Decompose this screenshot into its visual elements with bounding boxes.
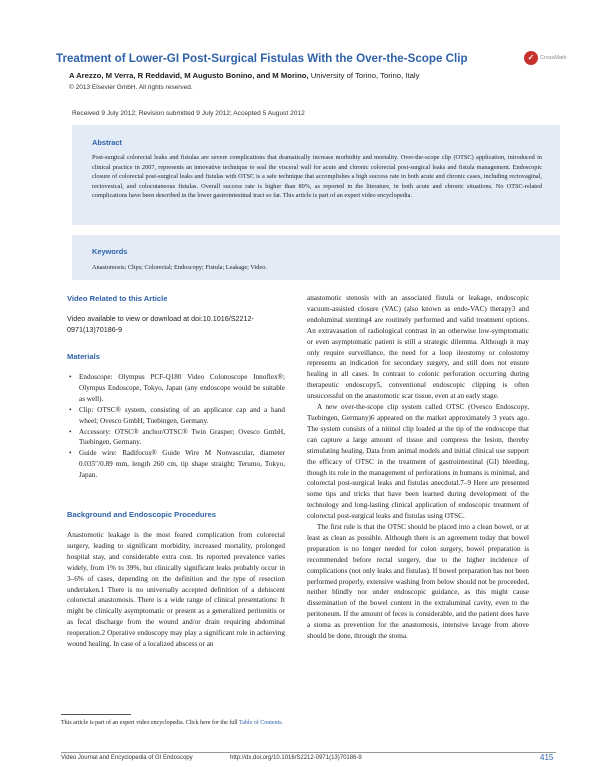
materials-heading: Materials [67, 352, 100, 361]
author-line [69, 71, 559, 80]
list-item: • Clip: OTSC® system, consisting of an applicator cap and a hand wheel; Ovesco GmbH, Tuebingen, Germany. [67, 405, 285, 427]
paragraph: The first rule is that the OTSC should be placed into a clean bowel, or at least as clean as possible. Although there is an agreement today that bowel preparation is no longer needed for colon surgery, bowel preparation is recommended before rectal surgery, due to the higher incidence of complications (not only leaks and fistulas). If bowel preparation has not been performed properly, extensive washing from below should not be proceeded, neither blindly nor under endoscopic guidance, as this might cause dissemination of the bowel content in the extraluminal cavity, even to the peritoneum. If the amount of feces is considerable, and the patient does have a stoma as prevention for the anastomosis, intensive lavage from above should be done, through the stoma. [307, 523, 529, 641]
crossmark-icon: ✓ [524, 51, 538, 65]
list-item: • Guide wire: Radifocus® Guide Wire M Nonvascular, diameter 0.035″/0.89 mm, length 260 cm, tip shape straight; Terumo, Tokyo, Japan. [67, 448, 285, 481]
paragraph: anastomotic stenosis with an associated fistula or leakage, endoscopic vacuum-assisted closure (VAC) (also known as endo-VAC) therapy3 and endoluminal stenting4 are routinely performed and valid treatment options. An extravasation of radiological contrast in an otherwise low-symptomatic or even asymptomatic patient is still a strategic dilemma. Although it may only require surveillance, the need for a loop ileostomy or colostomy represents an indication for secondary surgery, and still does not ensure healing in all cases. In contrast to colonic perforation occurring during therapeutic endoscopy5, conventional endoscopic clipping is often unsuccessful on the anastomotic scar tissue, even at an early stage. [307, 294, 529, 401]
footnote-rule [61, 714, 131, 715]
keywords-text: Anastomosis; Clips; Colorectal; Endoscopy; Fistula; Leakage; Video. [92, 264, 267, 271]
abstract-text: Post-surgical colorectal leaks and fistulas are severe complications that dramatically increase morbidity and mortality. Over-the-scope clip (OTSC) application, introduced in clinical practice in 2007, represents an innovative technique to seal the visceral wall for acute and chronic colorectal post-surgical leaks and fistula management. Endoscopic closure of colorectal post-surgical leaks and fistulas with OTSC is a safe technique that accomplishes a high success rate in both acute and chronic cases, including rectovaginal, rectovesical, and colocutaneous fistulas. Overall success rate is higher than 80%, as reported in the literature, in both acute and chronic situations. No OTSC-related complications have been described in the lower gastrointestinal tract so far. This article is part of an expert video encyclopedia. [92, 154, 542, 200]
crossmark-label: CrossMark [540, 55, 567, 61]
background-left-text [67, 530, 285, 650]
keywords-heading: Keywords [92, 247, 128, 256]
author-names: A Arezzo, M Verra, R Reddavid, M Augusto Bonino, and M Morino, [69, 71, 309, 80]
footnote [61, 719, 286, 728]
abstract-box [72, 125, 560, 225]
right-column [307, 293, 529, 642]
video-heading: Video Related to this Article [67, 294, 168, 303]
page-number: 415 [540, 753, 554, 762]
materials-list-wrap [67, 372, 285, 481]
received-dates: Received 9 July 2012; Revision submitted 9 July 2012; Accepted 5 August 2012 [72, 110, 305, 117]
list-item: • Accessory: OTSC® anchor/OTSC® Twin Grasper; Ovesco GmbH, Tuebingen, Germany. [67, 427, 285, 449]
paragraph: A new over-the-scope clip system called OTSC (Ovesco Endoscopy, Tuebingen, Germany)6 appeared on the market approximately 3 years ago. The system consists of a nitinol clip loaded at the tip of the endoscope that can capture a large amount of tissue and compress the lesion, thereby stimulating healing. Data from animal models and initial clinical use support the efficacy of OTSC in the treatment of gastrointestinal (GI) bleeding, though its role in the management of perforations in humans is minimal, and colorectal post-surgical leaks and fistulas anecdotal.7–9 Here are presented some tips and tricks that have been learned during development of the technology and long-lasting clinical application of endoscopic treatment of colorectal post-surgical leaks and fistulas using OTSC. [307, 403, 529, 521]
video-doi-text[interactable]: Video available to view or download at doi:10.1016/S2212-0971(13)70186-9 [67, 314, 254, 334]
list-item: • Endoscope: Olympus PCF-Q180 Video Colonoscope Innoflex®; Olympus Endoscope, Tokyo, Japan (any endoscope would be suitable as well). [67, 372, 285, 405]
crossmark-badge[interactable] [524, 49, 572, 67]
abstract-heading: Abstract [92, 138, 122, 147]
author-affiliation: University of Torino, Torino, Italy [308, 71, 420, 80]
footer-doi-link[interactable]: http://dx.doi.org/10.1016/S2212-0971(13)70186-9 [230, 755, 362, 761]
materials-list [67, 372, 285, 481]
article-title: Treatment of Lower-GI Post-Surgical Fistulas With the Over-the-Scope Clip [56, 52, 468, 65]
footnote-text: This article is part of an expert video encyclopedia. Click here for the full [61, 720, 239, 726]
paragraph: Anastomotic leakage is the most feared complication from colorectal surgery, leading to significant morbidity, increased mortality, prolonged hospital stay, and considerable extra cost. Its reported prevalence varies widely, from 1% to 39%, but clinically significant leaks probably occur in 3–6% of cases, depending on the definition and the type of resection undertaken.1 There is no universally accepted definition of a dehiscent colorectal anastomosis. There is a wide range of clinical presentations: It might be clinically asymptomatic or present as a generalized peritonitis or as fecal discharge from the wound and/or drain requiring abdominal reoperation.2 Operative endoscopy may play a significant role in achieving wound healing. In case of a localized abscess or an [67, 531, 285, 649]
background-heading: Background and Endoscopic Procedures [67, 510, 216, 519]
footer-journal: Video Journal and Encyclopedia of GI Endoscopy [61, 755, 193, 761]
copyright-notice: © 2013 Elsevier GmbH. All rights reserved. [69, 84, 193, 91]
footer-rule [61, 752, 556, 753]
table-of-contents-link[interactable]: Table of Contents. [239, 720, 284, 726]
keywords-box [72, 235, 560, 280]
